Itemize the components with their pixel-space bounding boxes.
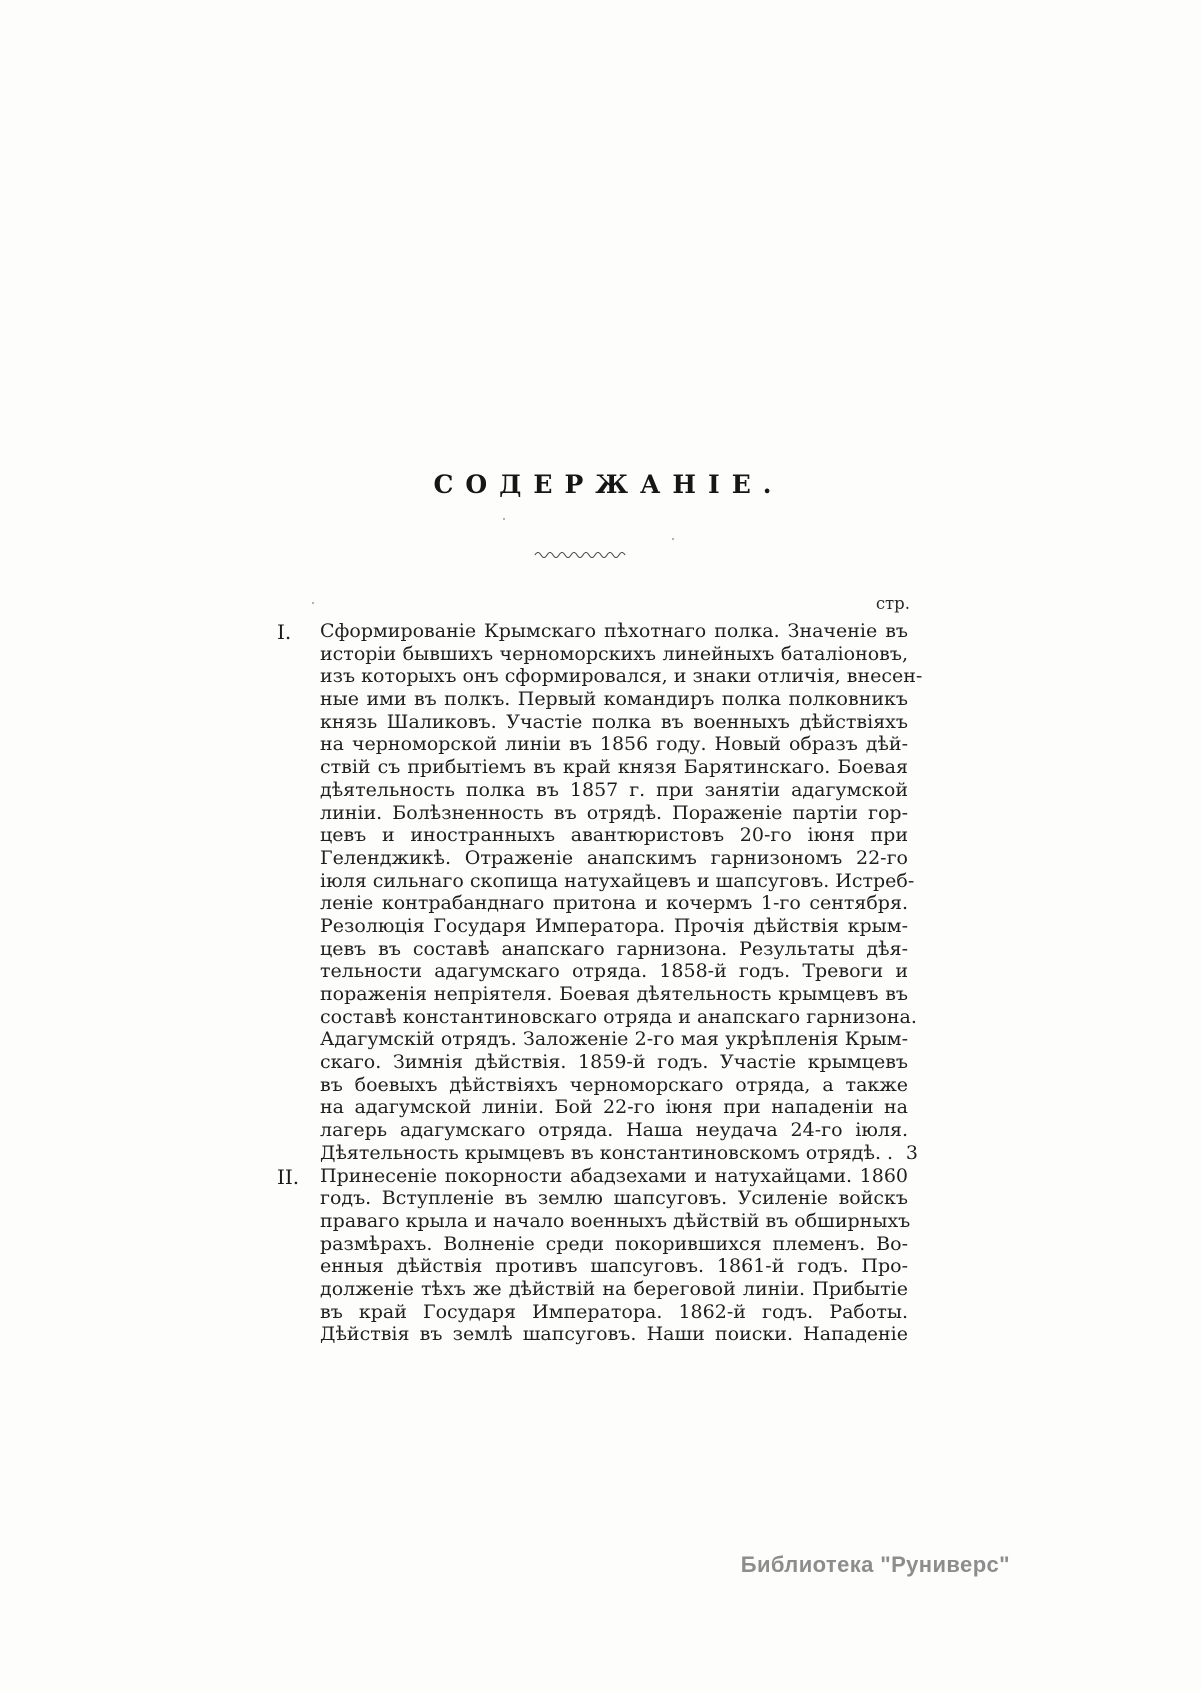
page-column-header: стр. [875, 594, 910, 613]
toc-line: пораженія непріятеля. Боевая дѣятельность крымцевъ въ [320, 983, 908, 1005]
toc-line: скаго. Зимнія дѣйствія. 1859-й годъ. Участіе крымцевъ [320, 1051, 908, 1074]
toc-line [320, 1141, 918, 1165]
entry-numeral: II. [277, 1164, 300, 1189]
toc-line: іюля сильнаго скопища натухайцевъ и шапсуговъ. Истреб- [320, 869, 915, 892]
toc-line: на черноморской линіи въ 1856 году. Новый образъ дѣй- [320, 733, 908, 756]
toc-line: долженіе тѣхъ же дѣйствій на береговой линіи. Прибытіе [320, 1277, 908, 1300]
toc-line: тельности адагумскаго отряда. 1858-й годъ. Тревоги и [320, 960, 908, 983]
toc-line: линіи. Болѣзненность въ отрядѣ. Пораженіе партіи гор- [320, 801, 908, 824]
library-watermark: Библиотека "Руниверс" [740, 1552, 1010, 1577]
toc-line: лагерь адагумскаго отряда. Наша неудача 24-го іюля. [320, 1119, 908, 1142]
squiggle-icon [533, 549, 633, 559]
toc-line: ные ими въ полкъ. Первый командиръ полка полковникъ [320, 688, 908, 711]
toc-line: въ боевыхъ дѣйствіяхъ черноморскаго отряда, а также [320, 1073, 908, 1096]
toc-line: Геленджикѣ. Отраженіе анапскимъ гарнизономъ 22-го [320, 846, 908, 869]
toc-line: размѣрахъ. Волненіе среди покорившихся племенъ. Во- [320, 1232, 908, 1255]
toc-line: Резолюція Государя Императора. Прочія дѣйствія крым- [320, 914, 908, 937]
toc-line: цевъ и иностранныхъ авантюристовъ 20-го іюня при [320, 824, 908, 847]
page-title: СОДЕРЖАНІЕ. [433, 470, 784, 499]
toc-entries [277, 620, 923, 1346]
toc-line: князь Шаликовъ. Участіе полка въ военныхъ дѣйствіяхъ [320, 710, 908, 733]
toc-line-text: Дѣятельность крымцевъ въ константиновскомъ отрядѣ. . [320, 1141, 894, 1164]
entry-numeral: I. [277, 620, 292, 644]
toc-line: на адагумской линіи. Бой 22-го іюня при нападеніи на [320, 1096, 908, 1119]
toc-line: цевъ въ составѣ анапскаго гарнизона. Результаты дѣя- [320, 937, 908, 960]
toc-line: исторіи бывшихъ черноморскихъ линейныхъ баталіоновъ, [320, 642, 908, 665]
entry-page-number: 3 [905, 1141, 918, 1164]
scan-speck [503, 518, 505, 520]
toc-line: дѣятельность полка въ 1857 г. при занятіи адагумской [320, 778, 908, 801]
toc-line: Адагумскій отрядъ. Заложеніе 2-го мая укрѣпленія Крым- [320, 1028, 908, 1051]
toc-line: Сформированіе Крымскаго пѣхотнаго полка. Значеніе въ [320, 620, 908, 642]
toc-line: праваго крыла и начало военныхъ дѣйствій въ обширныхъ [320, 1209, 911, 1232]
toc-line: въ край Государя Императора. 1862-й годъ. Работы. [320, 1300, 908, 1323]
toc-line: енныя дѣйствія противъ шапсуговъ. 1861-й годъ. Про- [320, 1255, 908, 1278]
toc-line: Принесеніе покорности абадзехами и натухайцами. 1860 [320, 1164, 908, 1187]
squiggle-divider [0, 549, 1183, 559]
toc-line: годъ. Вступленіе въ землю шапсуговъ. Усиленіе войскъ [320, 1187, 908, 1210]
toc-line: ствій съ прибытіемъ въ край князя Барятинскаго. Боевая [320, 756, 908, 779]
toc-line: изъ которыхъ онъ сформировался, и знаки отличія, внесен- [320, 665, 923, 688]
scan-speck [672, 538, 674, 540]
table-of-contents [277, 594, 923, 1346]
toc-entry [277, 620, 923, 1165]
toc-line: Дѣйствія въ землѣ шапсуговъ. Наши поиски. Нападеніе [320, 1323, 908, 1346]
toc-line: составѣ константиновскаго отряда и анапскаго гарнизона. [320, 1005, 917, 1028]
toc-line: леніе контрабанднаго притона и кочермъ 1-го сентября. [320, 892, 908, 915]
scan-speck [312, 602, 314, 604]
toc-entry [277, 1164, 911, 1347]
